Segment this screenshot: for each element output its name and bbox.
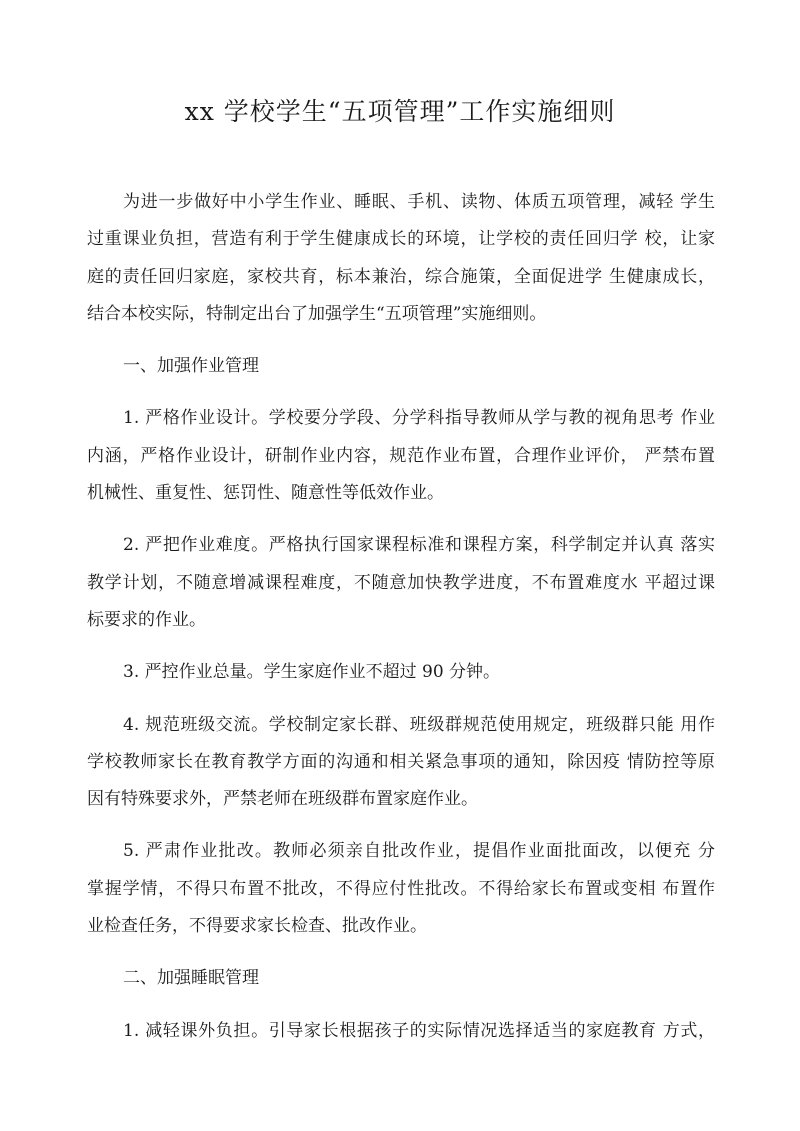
intro-line-3: 庭的责任回归家庭，家校共育，标本兼治，综合施策，全面促进学 生健康成长， bbox=[87, 266, 715, 287]
item-4-line-1: 4. 规范班级交流。学校制定家长群、班级群规范使用规定，班级群只能 用作 bbox=[123, 714, 715, 735]
item-2-line-2: 教学计划，不随意增减课程难度，不随意加快教学进度，不布置难度水 平超过课 bbox=[87, 572, 715, 593]
item-2-line-1: 2. 严把作业难度。严格执行国家课程标准和课程方案，科学制定并认真 落实 bbox=[123, 535, 715, 556]
item-5-line-1: 5. 严肃作业批改。教师必须亲自批改作业，提倡作业面批面改，以便充 分 bbox=[123, 841, 715, 862]
sleep-item-1-line-1: 1. 减轻课外负担。引导家长根据孩子的实际情况选择适当的家庭教育 方式， bbox=[123, 1020, 715, 1041]
section-heading-homework: 一、加强作业管理 bbox=[123, 356, 259, 377]
section-heading-sleep: 二、加强睡眠管理 bbox=[123, 968, 259, 989]
item-1-line-1: 1. 严格作业设计。学校要分学段、分学科指导教师从学与教的视角思考 作业 bbox=[123, 408, 715, 429]
item-5-line-2: 掌握学情，不得只布置不批改，不得应付性批改。不得给家长布置或变相 布置作 bbox=[87, 878, 715, 899]
intro-line-1: 为进一步做好中小学生作业、睡眠、手机、读物、体质五项管理，减轻 学生 bbox=[123, 192, 715, 212]
document-title: xx 学校学生“五项管理”工作实施细则 bbox=[184, 97, 616, 126]
item-1-line-3: 机械性、重复性、惩罚性、随意性等低效作业。 bbox=[87, 483, 444, 504]
document-body bbox=[87, 184, 715, 1050]
item-2-line-3: 标要求的作业。 bbox=[87, 609, 206, 630]
item-4-line-2: 学校教师家长在教育教学方面的沟通和相关紧急事项的通知，除因疫 情防控等原 bbox=[87, 751, 715, 772]
intro-line-2: 过重课业负担，营造有利于学生健康成长的环境，让学校的责任回归学 校，让家 bbox=[87, 229, 715, 250]
item-1-line-2: 内涵，严格作业设计，研制作业内容，规范作业布置，合理作业评价， 严禁布置 bbox=[87, 445, 715, 466]
intro-line-4: 结合本校实际，特制定出台了加强学生“五项管理”实施细则。 bbox=[87, 303, 547, 324]
item-4-line-3: 因有特殊要求外，严禁老师在班级群布置家庭作业。 bbox=[87, 789, 478, 810]
item-3-line-1: 3. 严控作业总量。学生家庭作业不超过 90 分钟。 bbox=[123, 662, 501, 683]
item-5-line-3: 业检查任务，不得要求家长检查、批改作业。 bbox=[87, 916, 427, 937]
